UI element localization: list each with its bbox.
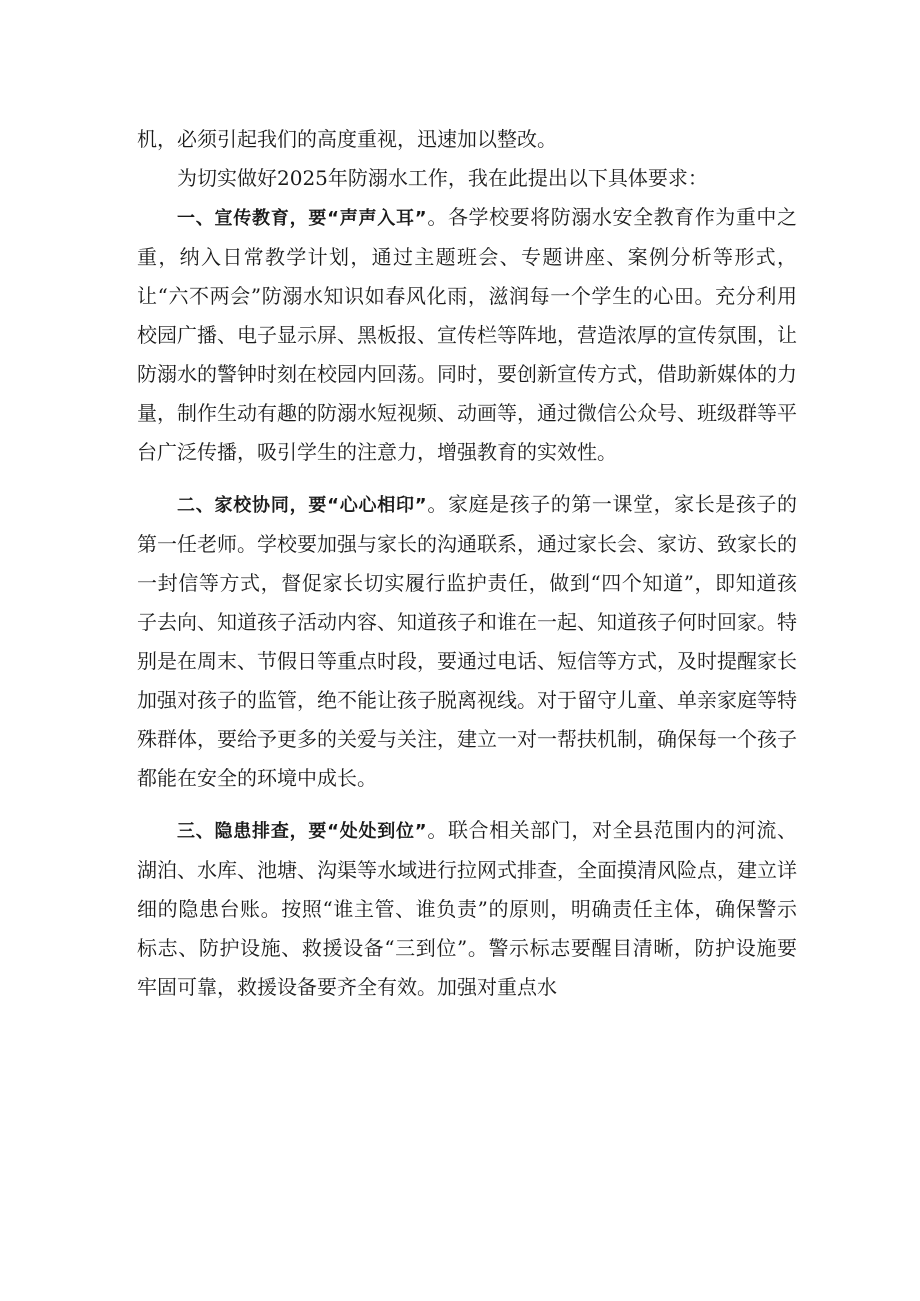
paragraph-hazard-inspection xyxy=(137,811,797,1007)
paragraph-publicity-education xyxy=(137,198,797,472)
paragraph-home-school xyxy=(137,485,797,798)
section-heading: 二、家校协同，要“心心相印” xyxy=(177,495,427,516)
paragraph-text: 为切实做好2025年防溺水工作，我在此提出以下具体要求： xyxy=(177,166,708,190)
paragraph-text: 。家庭是孩子的第一课堂，家长是孩子的第一任老师。学校要加强与家长的沟通联系，通过家长会、家访、致家长的一封信等方式，督促家长切实履行监护责任，做到“四个知道”，即知道孩子去向、知道孩子活动内容、知道孩子和谁在一起、知道孩子何时回家。特别是在周末、节假日等重点时段，要通过电话、短信等方式，及时提醒家长加强对孩子的监管，绝不能让孩子脱离视线。对于留守儿童、单亲家庭等特殊群体，要给予更多的关爱与关注，建立一对一帮扶机制，确保每一个孩子都能在安全的环境中成长。 xyxy=(137,492,797,790)
paragraph-text: 。各学校要将防溺水安全教育作为重中之重，纳入日常教学计划，通过主题班会、专题讲座、案例分析等形式，让“六不两会”防溺水知识如春风化雨，滋润每一个学生的心田。充分利用校园广播、电子显示屏、黑板报、宣传栏等阵地，营造浓厚的宣传氛围，让防溺水的警钟时刻在校园内回荡。同时，要创新宣传方式，借助新媒体的力量，制作生动有趣的防溺水短视频、动画等，通过微信公众号、班级群等平台广泛传播，吸引学生的注意力，增强教育的实效性。 xyxy=(137,205,797,464)
document-body xyxy=(137,120,797,1007)
paragraph-continuation xyxy=(137,120,797,159)
paragraph-text: 。联合相关部门，对全县范围内的河流、湖泊、水库、池塘、沟渠等水域进行拉网式排查，全面摸清风险点，建立详细的隐患台账。按照“谁主管、谁负责”的原则，明确责任主体，确保警示标志、防护设施、救援设备“三到位”。警示标志要醒目清晰，防护设施要牢固可靠，救援设备要齐全有效。加强对重点水 xyxy=(137,818,797,999)
section-heading: 三、隐患排查，要“处处到位” xyxy=(177,821,427,842)
paragraph-intro xyxy=(137,159,797,198)
section-heading: 一、宣传教育，要“声声入耳” xyxy=(177,208,427,229)
paragraph-text: 机，必须引起我们的高度重视，迅速加以整改。 xyxy=(137,127,557,151)
